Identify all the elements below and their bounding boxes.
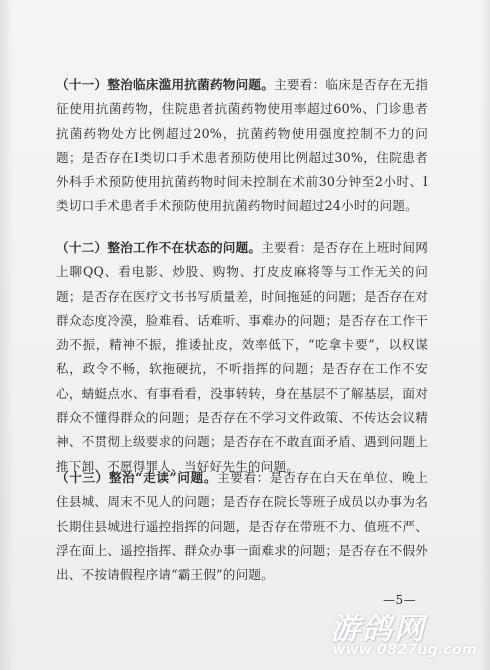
- page-number: —5—: [383, 593, 417, 607]
- site-watermark: [330, 604, 480, 666]
- scan-shadow-right: [480, 0, 490, 670]
- section-11-heading: （十一）整治临床滥用抗菌药物问题。: [56, 77, 275, 92]
- section-12-heading: （十二）整治工作不在状态的问题。: [56, 240, 262, 255]
- section-11-body: 主要看：临床是否存在无指征使用抗菌药物，住院患者抗菌药物使用率超过60%、门诊患者抗菌药物处方比例超过20%，抗菌药物使用强度控制不力的问题；是否存在Ⅰ类切口手术患者预防使用比例超过30%，住院患者外科手术预防使用抗菌药物时间未控制在术前30分钟至2小时、Ⅰ类切口手术患者手术预防使用抗菌药物时间超过24小时的问题。: [56, 77, 428, 214]
- scan-shadow-left: [0, 0, 14, 670]
- section-11: [56, 73, 428, 219]
- section-13-body: 主要看：是否存在白天在单位、晚上住县城、周末不见人的问题；是否存在院长等班子成员以办事为名长期住县城进行遥控指挥的问题，是否存在带班不力、值班不严、浮在面上、遥控指挥、群众办事一面难求的问题；是否存在不假外出、不按请假程序请“霸王假”的问题。: [56, 470, 428, 583]
- section-13-heading: （十三）整治“走读”问题。: [56, 470, 218, 485]
- watermark-title: 游鸽网: [330, 612, 426, 647]
- section-12: [56, 236, 428, 479]
- watermark-url: www.0827ug.com: [332, 642, 477, 658]
- section-13: [56, 466, 428, 587]
- section-12-body: 主要看：是否存在上班时间网上聊QQ、看电影、炒股、购物、打皮皮麻将等与工作无关的问题；是否存在医疗文书书写质量差，时间拖延的问题；是否存在对群众态度冷漠，脸难看、话难听、事难办的问题；是否存在工作干劲不振，精神不振，推诿扯皮，效率低下，“吃拿卡要”，以权谋私，政令不畅，软拖硬抗，不听指挥的问题；是否存在工作不安心，蜻蜓点水、有事看看，没事转转，身在基层不了解基层，面对群众不懂得群众的问题；是否存在不学习文件政策、不传达会议精神、不贯彻上级要求的问题；是否存在不敢直面矛盾、遇到问题上推下卸、不愿得罪人、当好好先生的问题。: [56, 240, 428, 474]
